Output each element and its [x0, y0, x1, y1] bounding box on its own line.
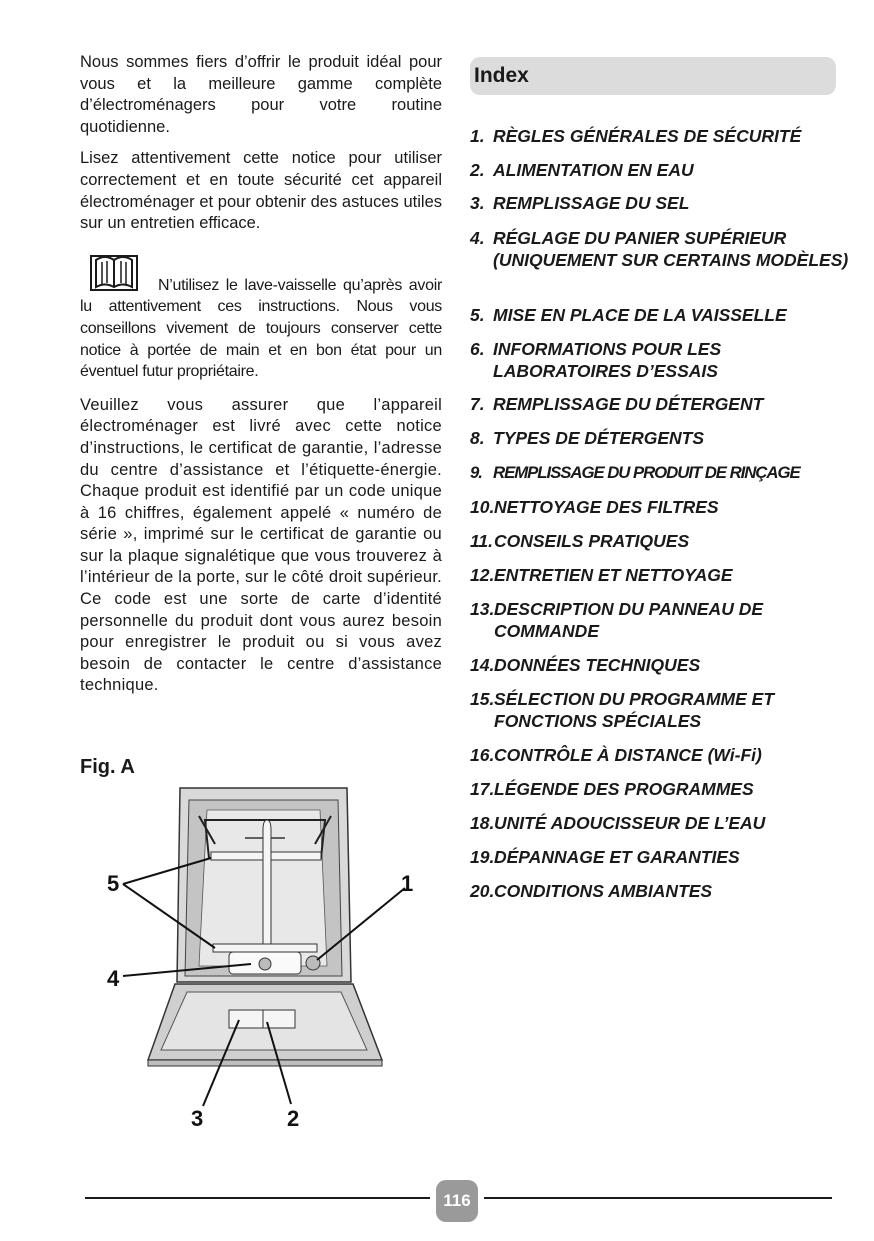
- toc-item[interactable]: 12. ENTRETIEN ET NETTOYAGE: [470, 565, 733, 585]
- intro-paragraph-3: Veuillez vous assurer que l’appareil électroménager est livré avec cette notice d’instructions, le certificat de garantie, l’adresse du centre d’assistance et l’étiquette-énergie. Chaque produit est identifié par un code unique à 16 chiffres, également appelé « numéro de série », imprimé sur le certificat de garantie ou sur la plaque signalétique que vous trouverez à l’intérieur de la porte, sur le côté droit supérieur. Ce code est une sorte de carte d’identité personnelle du produit dont vous aurez besoin pour enregistrer le produit ou si vous avez besoin de contacter le centre d’assistance technique.: [80, 395, 442, 695]
- toc-item[interactable]: 6. INFORMATIONS POUR LES LABORATOIRES D’ESSAIS: [470, 339, 722, 381]
- toc-item[interactable]: 9. REMPLISSAGE DU PRODUIT DE RINÇAGE: [470, 463, 800, 482]
- toc-item[interactable]: 20. CONDITIONS AMBIANTES: [470, 881, 713, 901]
- toc-item[interactable]: 16. CONTRÔLE À DISTANCE (Wi-Fi): [470, 745, 762, 765]
- toc-item[interactable]: 17. LÉGENDE DES PROGRAMMES: [470, 779, 754, 799]
- footer-rule-left: [85, 1197, 430, 1199]
- toc-item[interactable]: 15. SÉLECTION DU PROGRAMME ET FONCTIONS SPÉCIALES: [470, 689, 775, 731]
- callout-2: 2: [287, 1106, 300, 1131]
- toc-item[interactable]: 10. NETTOYAGE DES FILTRES: [470, 497, 719, 517]
- callout-3: 3: [191, 1106, 204, 1131]
- page-number: 116: [436, 1180, 478, 1222]
- intro-paragraph-1: Nous sommes fiers d’offrir le produit idéal pour vous et la meilleure gamme complète d’électroménagers pour votre routine quotidienne.: [80, 53, 442, 136]
- callout-1: 1: [401, 871, 414, 896]
- index-header: [470, 57, 836, 95]
- toc-item[interactable]: 19. DÉPANNAGE ET GARANTIES: [470, 847, 740, 867]
- toc-item[interactable]: 13. DESCRIPTION DU PANNEAU DE COMMANDE: [470, 599, 764, 641]
- toc-item[interactable]: 11. CONSEILS PRATIQUES: [470, 531, 690, 551]
- intro-column: [80, 52, 442, 707]
- toc-item[interactable]: 7. REMPLISSAGE DU DÉTERGENT: [470, 394, 764, 414]
- dishwasher-figure: [95, 780, 435, 1140]
- toc-item[interactable]: 1. RÈGLES GÉNÉRALES DE SÉCURITÉ: [470, 126, 802, 146]
- toc-item[interactable]: 18. UNITÉ ADOUCISSEUR DE L’EAU: [470, 813, 766, 833]
- callout-4: 4: [107, 966, 120, 991]
- toc-item[interactable]: 5. MISE EN PLACE DE LA VAISSELLE: [470, 305, 787, 325]
- book-note-text: N’utilisez le lave-vaisselle qu’après avoir lu attentivement ces instructions. Nous vous conseillons vivement de toujours conserver cette notice à portée de main et en bon état pour un éventuel futur propriétaire.: [80, 276, 442, 381]
- figure-title: Fig. A: [80, 756, 135, 778]
- callout-5: 5: [107, 871, 120, 896]
- toc-item[interactable]: 14. DONNÉES TECHNIQUES: [470, 655, 701, 675]
- toc-item[interactable]: 8. TYPES DE DÉTERGENTS: [470, 428, 705, 448]
- toc-item[interactable]: 2. ALIMENTATION EN EAU: [470, 160, 694, 180]
- footer-rule-right: [484, 1197, 832, 1199]
- read-manual-note: [80, 251, 442, 383]
- intro-paragraph-2: Lisez attentivement cette notice pour utiliser correctement et en toute sécurité cet appareil électroménager et pour obtenir des astuces utiles sur un entretien efficace.: [80, 149, 442, 233]
- open-book-icon: [90, 251, 138, 293]
- toc-item[interactable]: 3. REMPLISSAGE DU SEL: [470, 193, 690, 213]
- index-title: Index: [474, 64, 529, 87]
- toc-item[interactable]: 4. RÉGLAGE DU PANIER SUPÉRIEUR (UNIQUEMENT SUR CERTAINS MODÈLES): [470, 228, 849, 270]
